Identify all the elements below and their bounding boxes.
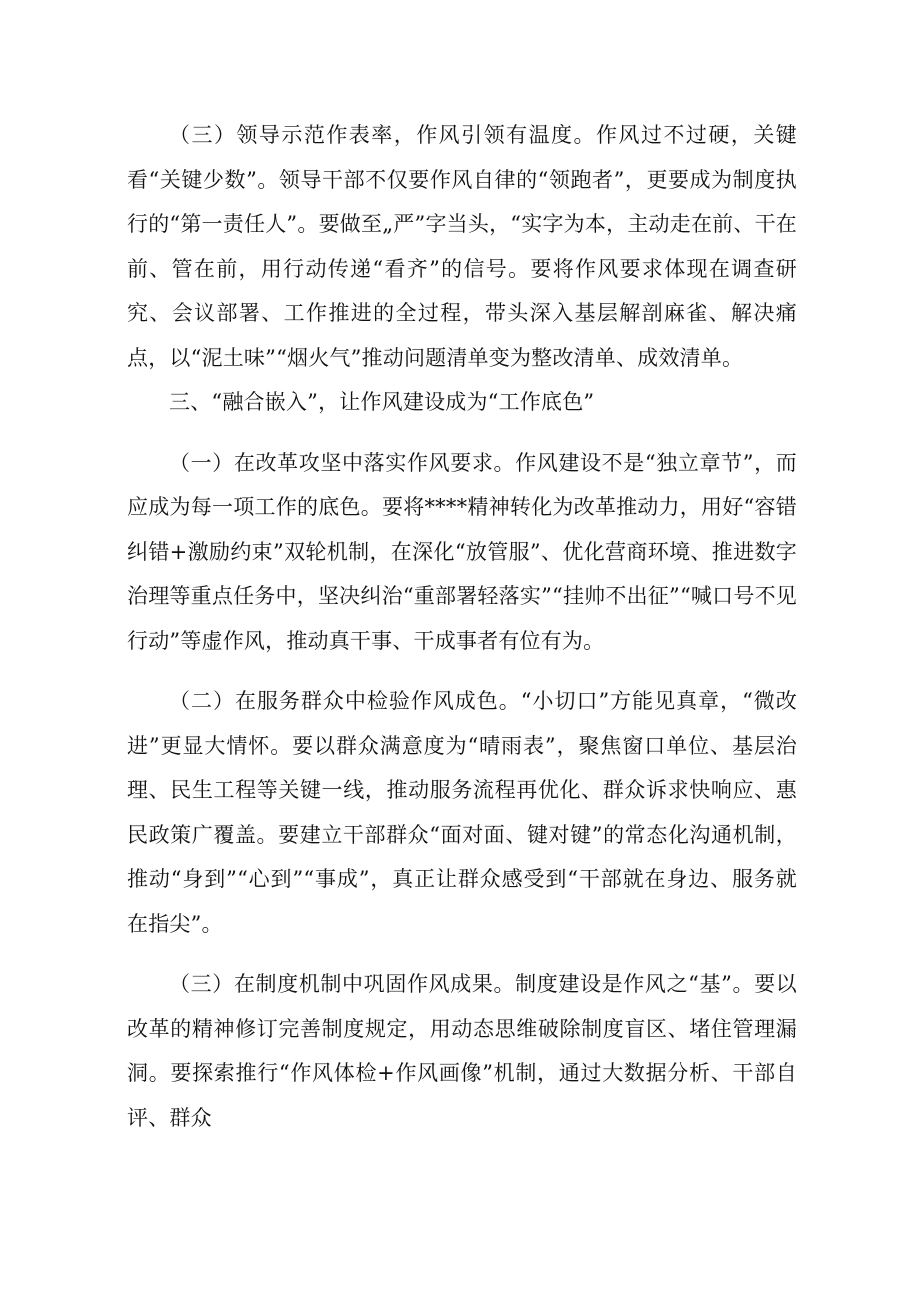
paragraph-serve-people: （二）在服务群众中检验作风成色。“小切口”方能见真章，“微改进”更显大情怀。要以群众满意度为“晴雨表”，聚焦窗口单位、基层治理、民生工程等关键一线，推动服务流程再优化、群众诉求快响应、惠民政策广覆盖。要建立干部群众“面对面、键对键”的常态化沟通机制，推动“身到”“心到”“事成”，真正让群众感受到“干部就在身边、服务就在指尖”。 [127, 689, 797, 936]
document-body [127, 113, 797, 1140]
paragraph-reform: （一）在改革攻坚中落实作风要求。作风建设不是“独立章节”，而应成为每一项工作的底色。要将****精神转化为改革推动力，用好“容错纠错+激励约束”双轮机制，在深化“放管服”、优化营商环境、推进数字治理等重点任务中，坚决纠治“重部署轻落实”“挂帅不出征”“喊口号不见行动”等虚作风，推动真干事、干成事者有位有为。 [127, 450, 797, 653]
section-heading-integration: 三、“融合嵌入”，让作风建设成为“工作底色” [169, 390, 595, 414]
paragraph-institutions: （三）在制度机制中巩固作风成果。制度建设是作风之“基”。要以改革的精神修订完善制度规定，用动态思维破除制度盲区、堵住管理漏洞。要探索推行“作风体检+作风画像”机制，通过大数据分析、干部自评、群众 [127, 972, 797, 1130]
paragraph-leadership-example: （三）领导示范作表率，作风引领有温度。作风过不过硬，关键看“关键少数”。领导干部不仅要作风自律的“领跑者”，更要成为制度执行的“第一责任人”。要做至„严”字当头，“实字为本，主动走在前、干在前、管在前，用行动传递“看齐”的信号。要将作风要求体现在调查研究、会议部署、工作推进的全过程，带头深入基层解剖麻雀、解决痛点，以“泥土味”“烟火气”推动问题清单变为整改清单、成效清单。 [127, 123, 797, 370]
